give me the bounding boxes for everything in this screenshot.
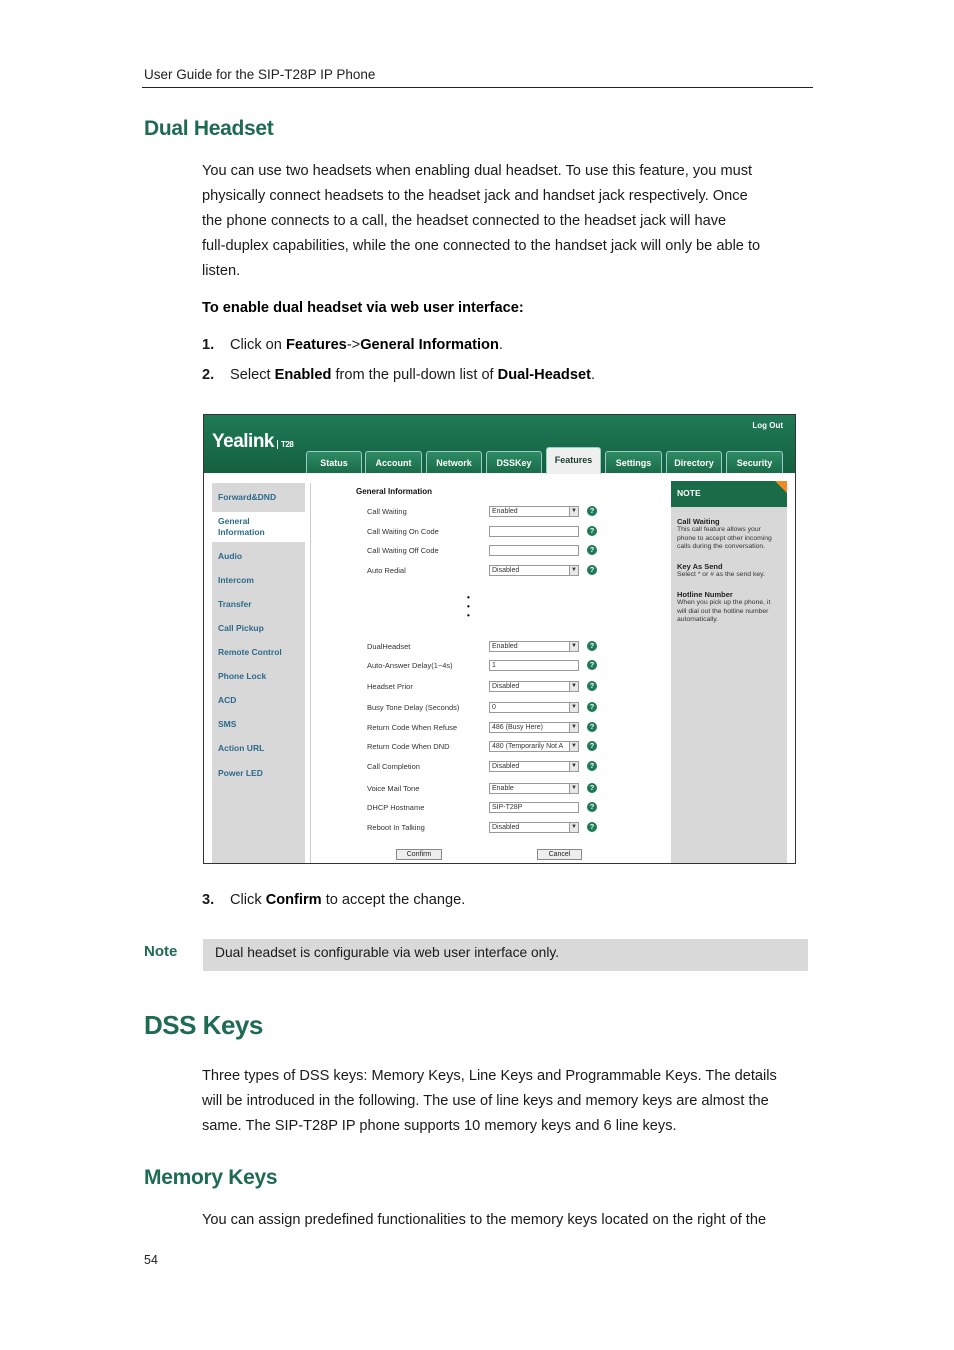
auto-answer-delay-input[interactable]: 1 [489, 660, 579, 671]
nav-remote-control[interactable]: Remote Control [218, 647, 282, 657]
help-icon[interactable]: ? [587, 545, 597, 555]
dropdown-arrow-icon: ▼ [569, 507, 578, 516]
note-text [677, 571, 785, 580]
dss-keys-paragraph [202, 1064, 814, 1139]
field-value: 480 (Temporarily Not A [492, 743, 564, 750]
note-corner-icon [775, 481, 787, 493]
note-line: phone to accept other incoming [677, 534, 772, 542]
step-2 [202, 367, 595, 383]
note-line: Select * or # as the send key. [677, 571, 765, 578]
field-value: Enable [492, 785, 514, 792]
note-line: This call feature allows your [677, 526, 761, 533]
dual-headset-paragraph [202, 159, 814, 284]
field-value: Enabled [492, 643, 518, 650]
help-icon[interactable]: ? [587, 802, 597, 812]
field-label: Auto-Answer Delay(1~4s) [367, 661, 453, 670]
nav-intercom[interactable]: Intercom [218, 575, 254, 585]
field-label: Reboot In Talking [367, 823, 425, 832]
confirm-button[interactable]: Confirm [396, 849, 442, 860]
procedure-title: To enable dual headset via web user interface: [202, 300, 524, 316]
nav-action-url[interactable]: Action URL [218, 743, 265, 753]
note-title: Key As Send [677, 562, 723, 571]
note-header: NOTE [671, 481, 787, 507]
call-waiting-on-code-input[interactable] [489, 526, 579, 537]
step-bold: General Information [360, 337, 499, 353]
note-title: Call Waiting [677, 517, 720, 526]
dropdown-arrow-icon: ▼ [569, 642, 578, 651]
note-text [677, 526, 785, 552]
step-text: -> [346, 337, 361, 353]
step-bold: Dual-Headset [497, 367, 591, 383]
step-text: Select [230, 367, 275, 383]
help-icon[interactable]: ? [587, 822, 597, 832]
help-icon[interactable]: ? [587, 761, 597, 771]
help-icon[interactable]: ? [587, 741, 597, 751]
field-label: Voice Mail Tone [367, 784, 420, 793]
note-line: will dial out the hotline number [677, 607, 769, 615]
tab-settings[interactable]: Settings [605, 451, 662, 473]
help-icon[interactable]: ? [587, 702, 597, 712]
web-ui-form-area [310, 483, 666, 863]
dhcp-hostname-input[interactable]: SIP-T28P [489, 802, 579, 813]
tab-network[interactable]: Network [426, 451, 482, 473]
dropdown-arrow-icon: ▼ [569, 742, 578, 751]
field-value: Disabled [492, 824, 520, 831]
field-label: Return Code When DND [367, 742, 450, 751]
step-text: to accept the change. [321, 892, 466, 908]
dropdown-arrow-icon: ▼ [569, 762, 578, 771]
field-label: Busy Tone Delay (Seconds) [367, 703, 460, 712]
dropdown-arrow-icon: ▼ [569, 723, 578, 732]
step-text: from the pull-down list of [331, 367, 498, 383]
voice-mail-tone-select[interactable] [489, 783, 579, 794]
note-title: Hotline Number [677, 590, 733, 599]
field-label: Return Code When Refuse [367, 723, 458, 732]
field-value: 486 (Busy Here) [492, 724, 543, 731]
heading-dss-keys: DSS Keys [144, 1010, 263, 1040]
step-bold: Features [285, 337, 347, 353]
help-icon[interactable]: ? [587, 565, 597, 575]
header-divider [142, 87, 813, 88]
cancel-button[interactable]: Cancel [537, 849, 582, 860]
nav-label: Information [218, 527, 265, 537]
field-value: Enabled [492, 508, 518, 515]
heading-memory-keys: Memory Keys [144, 1166, 278, 1189]
field-value: Disabled [492, 683, 520, 690]
field-label: Call Waiting Off Code [367, 546, 439, 555]
page-number: 54 [144, 1253, 158, 1267]
field-label: DualHeadset [367, 642, 411, 651]
note-line: calls during the conversation. [677, 543, 766, 550]
auto-redial-select[interactable] [489, 565, 579, 576]
dual-headset-select[interactable] [489, 641, 579, 652]
help-icon[interactable]: ? [587, 783, 597, 793]
para-line: You can assign predefined functionalities to the memory keys located on the right of the [202, 1212, 767, 1228]
nav-forward-dnd[interactable]: Forward&DND [218, 492, 277, 502]
call-waiting-select[interactable] [489, 506, 579, 517]
nav-audio[interactable]: Audio [218, 551, 243, 561]
nav-transfer[interactable]: Transfer [218, 599, 252, 609]
return-code-refuse-select[interactable] [489, 722, 579, 733]
para-line: physically connect headsets to the headset jack and handset jack respectively. Once [202, 188, 748, 204]
logo-text: Yealink [212, 431, 274, 452]
logo-model: T28 [277, 440, 293, 449]
note-line: automatically. [677, 616, 719, 623]
dropdown-arrow-icon: ▼ [569, 784, 578, 793]
step-bold: Enabled [274, 367, 332, 383]
web-ui-screenshot [203, 414, 796, 864]
para-line: the phone connects to a call, the headset connected to the headset jack will have [202, 213, 727, 229]
para-line: You can use two headsets when enabling dual headset. To use this feature, you must [202, 163, 753, 179]
form-section-title: General Information [356, 487, 433, 496]
busy-tone-delay-select[interactable] [489, 702, 579, 713]
yealink-logo [212, 431, 293, 453]
help-icon[interactable]: ? [587, 722, 597, 732]
step-text: Click on [230, 337, 286, 353]
tab-security[interactable]: Security [726, 451, 783, 473]
field-label: Call Waiting On Code [367, 527, 439, 536]
nav-sms[interactable]: SMS [218, 719, 237, 729]
note-box: Dual headset is configurable via web user interface only. [203, 939, 808, 971]
field-label: DHCP Hostname [367, 803, 425, 812]
return-code-dnd-select[interactable] [489, 741, 579, 752]
dropdown-arrow-icon: ▼ [569, 682, 578, 691]
step-text: . [590, 367, 595, 383]
call-completion-select[interactable] [489, 761, 579, 772]
step-number: 3. [202, 892, 215, 908]
para-line: Three types of DSS keys: Memory Keys, Line Keys and Programmable Keys. The details [202, 1068, 777, 1084]
step-number: 2. [202, 367, 215, 383]
field-label: Headset Prior [367, 682, 413, 691]
nav-acd[interactable]: ACD [218, 695, 237, 705]
step-text: Click [230, 892, 266, 908]
help-icon[interactable]: ? [587, 526, 597, 536]
dropdown-arrow-icon: ▼ [569, 566, 578, 575]
tab-features[interactable]: Features [546, 447, 601, 474]
heading-dual-headset: Dual Headset [144, 117, 274, 140]
note-label: Note [144, 943, 178, 960]
step-text: . [498, 337, 503, 353]
field-value: Disabled [492, 763, 520, 770]
dropdown-arrow-icon: ▼ [569, 823, 578, 832]
note-line: When you pick up the phone, it [677, 599, 771, 606]
step-3 [202, 892, 465, 908]
para-line: same. The SIP-T28P IP phone supports 10 memory keys and 6 line keys. [202, 1118, 677, 1134]
nav-label: General [218, 516, 250, 526]
help-icon[interactable]: ? [587, 506, 597, 516]
field-value: Disabled [492, 567, 520, 574]
para-line: full-duplex capabilities, while the one connected to the handset jack will only be able to [202, 238, 761, 254]
nav-phone-lock[interactable]: Phone Lock [218, 671, 267, 681]
note-text [677, 599, 785, 625]
call-waiting-off-code-input[interactable] [489, 545, 579, 556]
para-line: will be introduced in the following. The use of line keys and memory keys are almost the [202, 1093, 769, 1109]
nav-power-led[interactable]: Power LED [218, 768, 263, 778]
field-label: Call Completion [367, 762, 420, 771]
field-label: Auto Redial [367, 566, 406, 575]
help-icon[interactable]: ? [587, 681, 597, 691]
dropdown-arrow-icon: ▼ [569, 703, 578, 712]
para-line: listen. [202, 263, 241, 279]
memory-keys-paragraph [202, 1208, 814, 1233]
ellipsis-vertical-icon: • • • [467, 593, 470, 620]
field-label: Call Waiting [367, 507, 407, 516]
headset-prior-select[interactable] [489, 681, 579, 692]
tab-account[interactable]: Account [365, 451, 422, 473]
tab-dsskey[interactable]: DSSKey [486, 451, 542, 473]
nav-general-information[interactable] [212, 512, 308, 542]
tab-status[interactable]: Status [306, 451, 362, 473]
reboot-in-talking-select[interactable] [489, 822, 579, 833]
step-1 [202, 337, 503, 353]
field-value: 0 [492, 704, 496, 711]
help-icon[interactable]: ? [587, 660, 597, 670]
step-number: 1. [202, 337, 215, 353]
nav-call-pickup[interactable]: Call Pickup [218, 623, 264, 633]
logout-link[interactable]: Log Out [752, 421, 783, 430]
running-header: User Guide for the SIP-T28P IP Phone [144, 67, 376, 82]
help-icon[interactable]: ? [587, 641, 597, 651]
tab-directory[interactable]: Directory [666, 451, 722, 473]
step-bold: Confirm [265, 892, 322, 908]
